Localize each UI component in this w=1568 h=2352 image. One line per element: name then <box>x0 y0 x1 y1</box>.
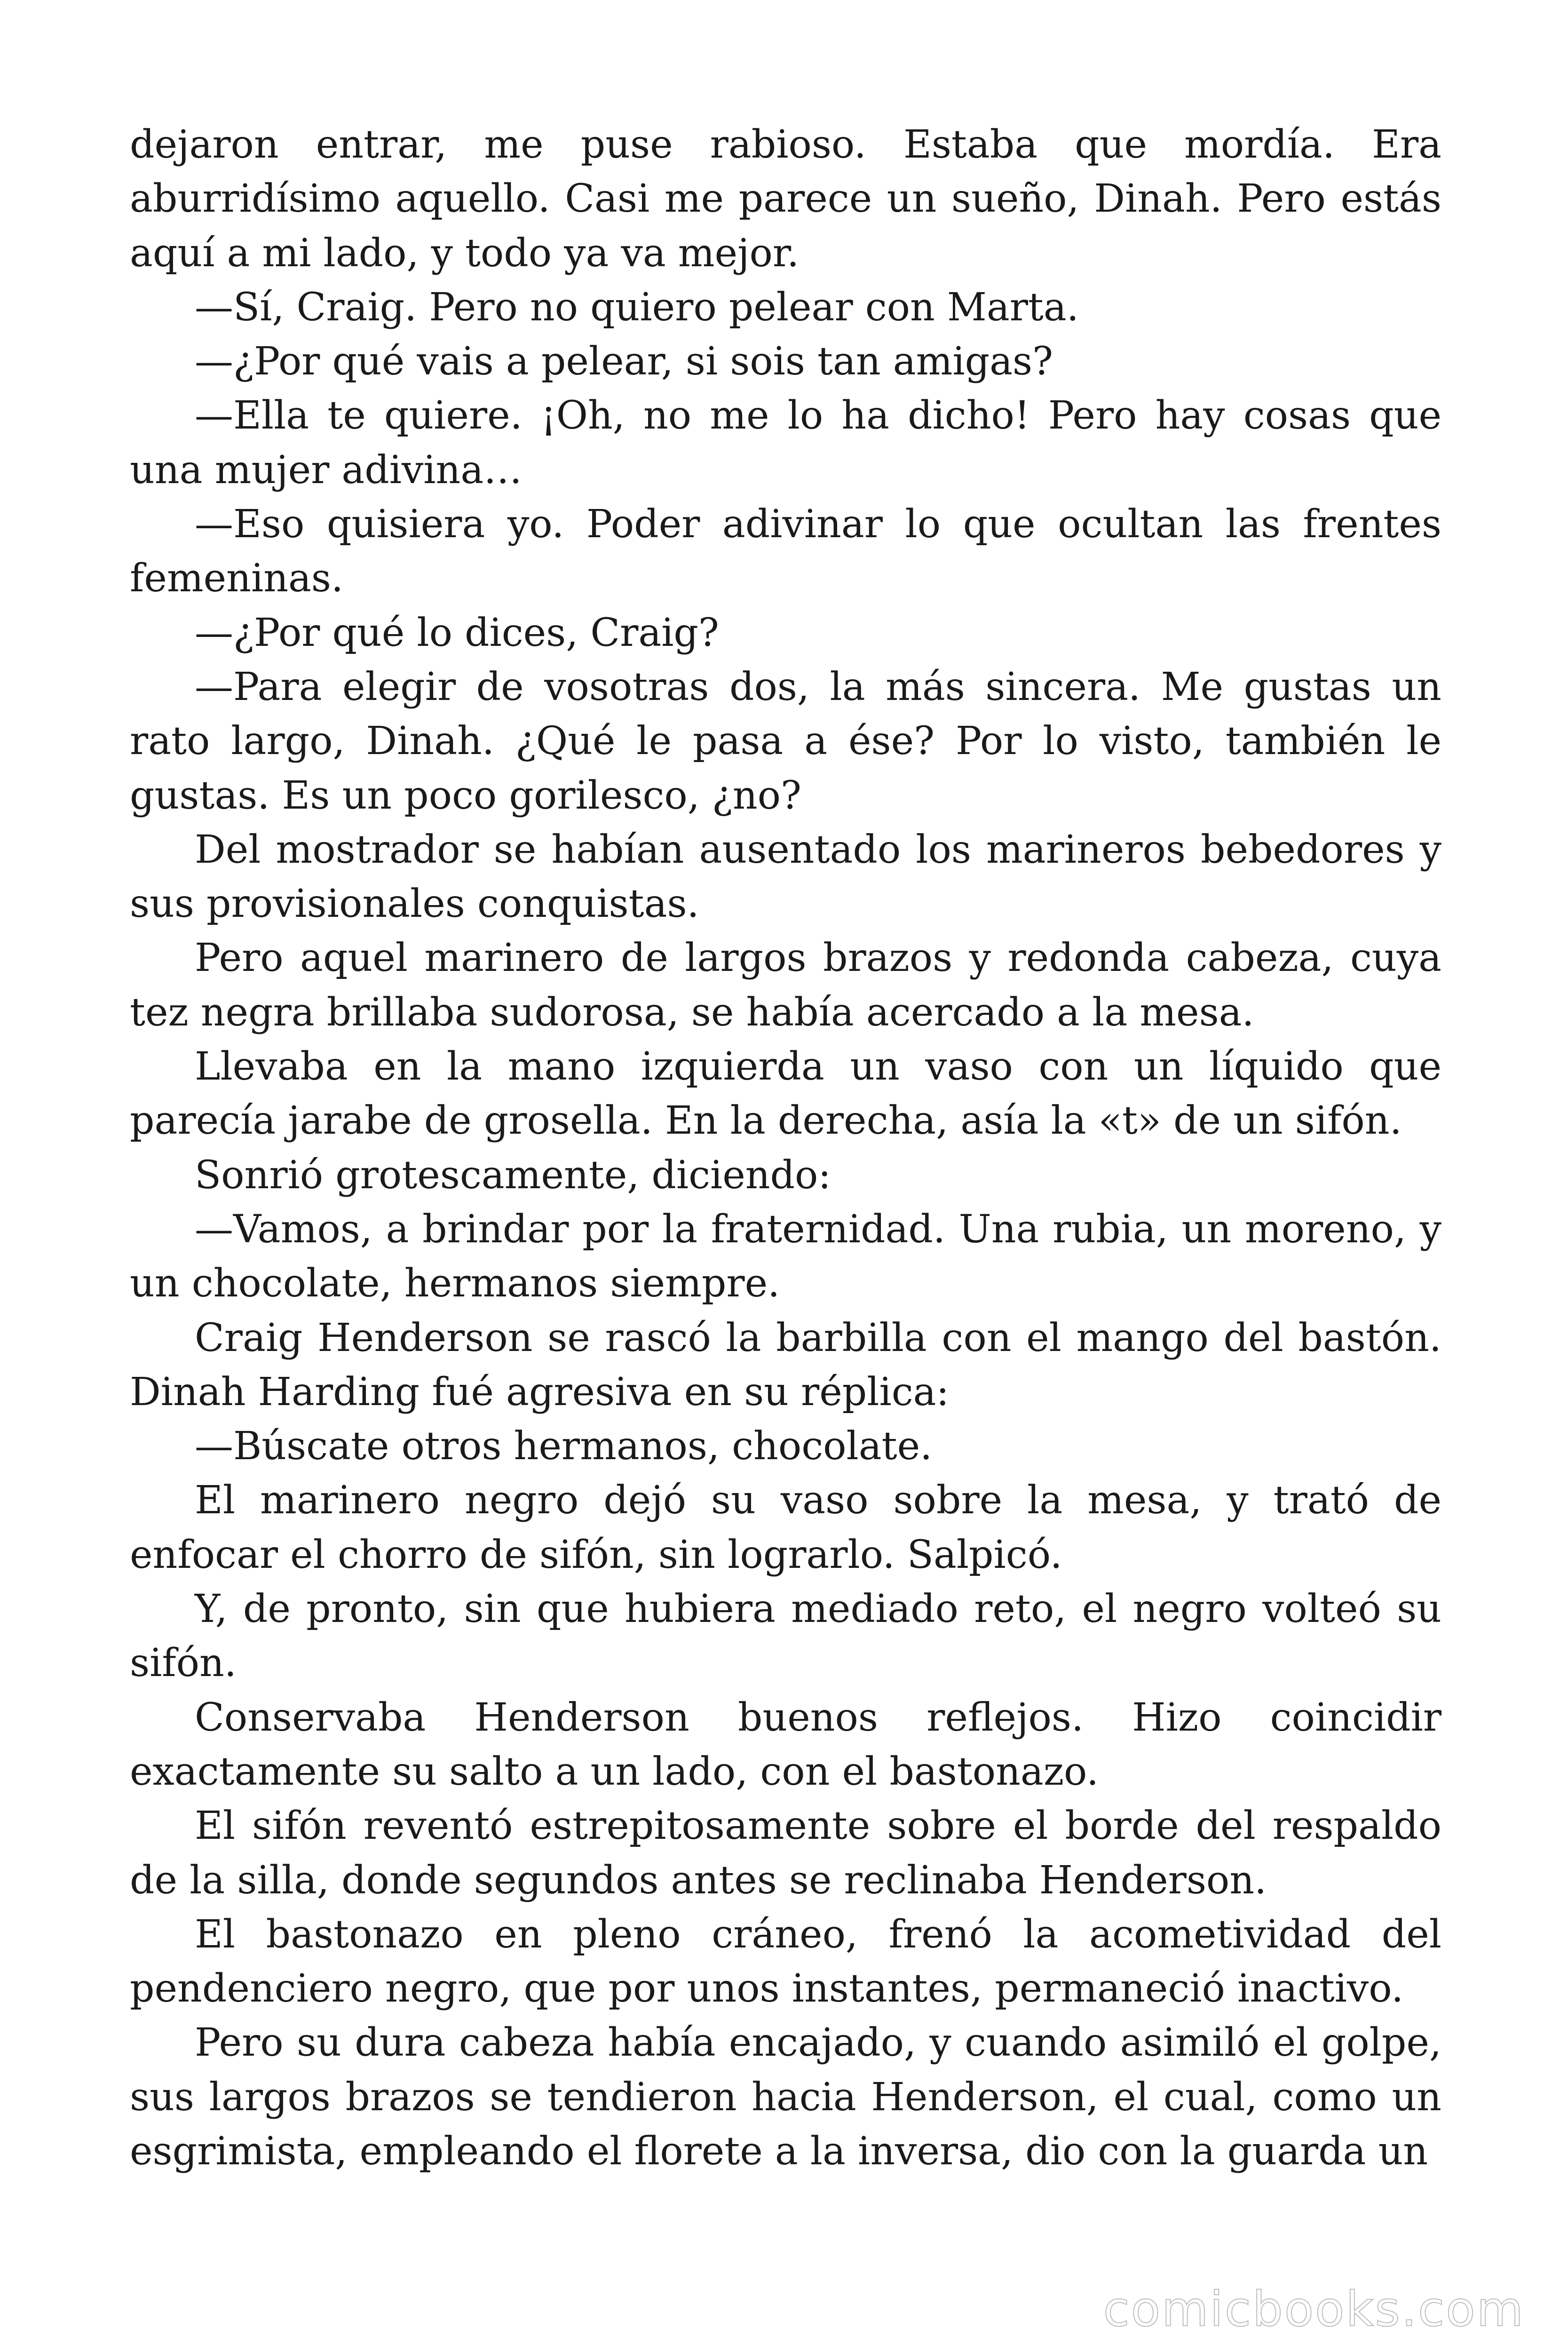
paragraph: —Vamos, a brindar por la fraternidad. Una rubia, un moreno, y un chocolate, hermanos siempre. <box>130 1207 1441 1306</box>
paragraph: —Para elegir de vosotras dos, la más sincera. Me gustas un rato largo, Dinah. ¿Qué le pasa a ése? Por lo visto, también le gustas. Es un poco gorilesco, ¿no? <box>130 664 1441 818</box>
paragraph: Craig Henderson se rascó la barbilla con el mango del bastón. Dinah Harding fué agresiva en su réplica: <box>130 1315 1441 1414</box>
book-page-text <box>130 118 1441 2178</box>
paragraph: El bastonazo en pleno cráneo, frenó la acometividad del pendenciero negro, que por unos instantes, permaneció inactivo. <box>130 1912 1441 2011</box>
paragraph: El sifón reventó estrepitosamente sobre el borde del respaldo de la silla, donde segundos antes se reclinaba Henderson. <box>130 1804 1441 1903</box>
paragraph: —¿Por qué vais a pelear, si sois tan amigas? <box>195 339 1053 384</box>
site-watermark: comicbooks.com <box>1103 2281 1525 2337</box>
paragraph: —Búscate otros hermanos, chocolate. <box>195 1424 933 1469</box>
paragraph: —Ella te quiere. ¡Oh, no me lo ha dicho! Pero hay cosas que una mujer adivina… <box>130 393 1441 493</box>
paragraph: Llevaba en la mano izquierda un vaso con un líquido que parecía jarabe de grosella. En la derecha, asía la «t» de un sifón. <box>130 1044 1441 1144</box>
paragraph: Pero su dura cabeza había encajado, y cuando asimiló el golpe, sus largos brazos se tendieron hacia Henderson, el cual, como un esgrimista, empleando el florete a la inversa, dio con la guarda un <box>130 2020 1441 2174</box>
paragraph: Pero aquel marinero de largos brazos y redonda cabeza, cuya tez negra brillaba sudorosa, se había acercado a la mesa. <box>130 936 1441 1035</box>
paragraph: —¿Por qué lo dices, Craig? <box>195 610 719 655</box>
paragraph: Conservaba Henderson buenos reflejos. Hizo coincidir exactamente su salto a un lado, con el bastonazo. <box>130 1695 1441 1794</box>
paragraph: Del mostrador se habían ausentado los marineros bebedores y sus provisionales conquistas. <box>130 827 1441 927</box>
paragraph: Y, de pronto, sin que hubiera mediado reto, el negro volteó su sifón. <box>130 1587 1441 1686</box>
paragraph: —Sí, Craig. Pero no quiero pelear con Marta. <box>195 285 1079 330</box>
paragraph: El marinero negro dejó su vaso sobre la mesa, y trató de enfocar el chorro de sifón, sin lograrlo. Salpicó. <box>130 1478 1441 1577</box>
paragraph: —Eso quisiera yo. Poder adivinar lo que ocultan las frentes femeninas. <box>130 502 1441 601</box>
paragraph: Sonrió grotescamente, diciendo: <box>195 1152 832 1198</box>
paragraph: dejaron entrar, me puse rabioso. Estaba que mordía. Era aburridísimo aquello. Casi me parece un sueño, Dinah. Pero estás aquí a mi lado, y todo ya va mejor. <box>130 122 1441 276</box>
